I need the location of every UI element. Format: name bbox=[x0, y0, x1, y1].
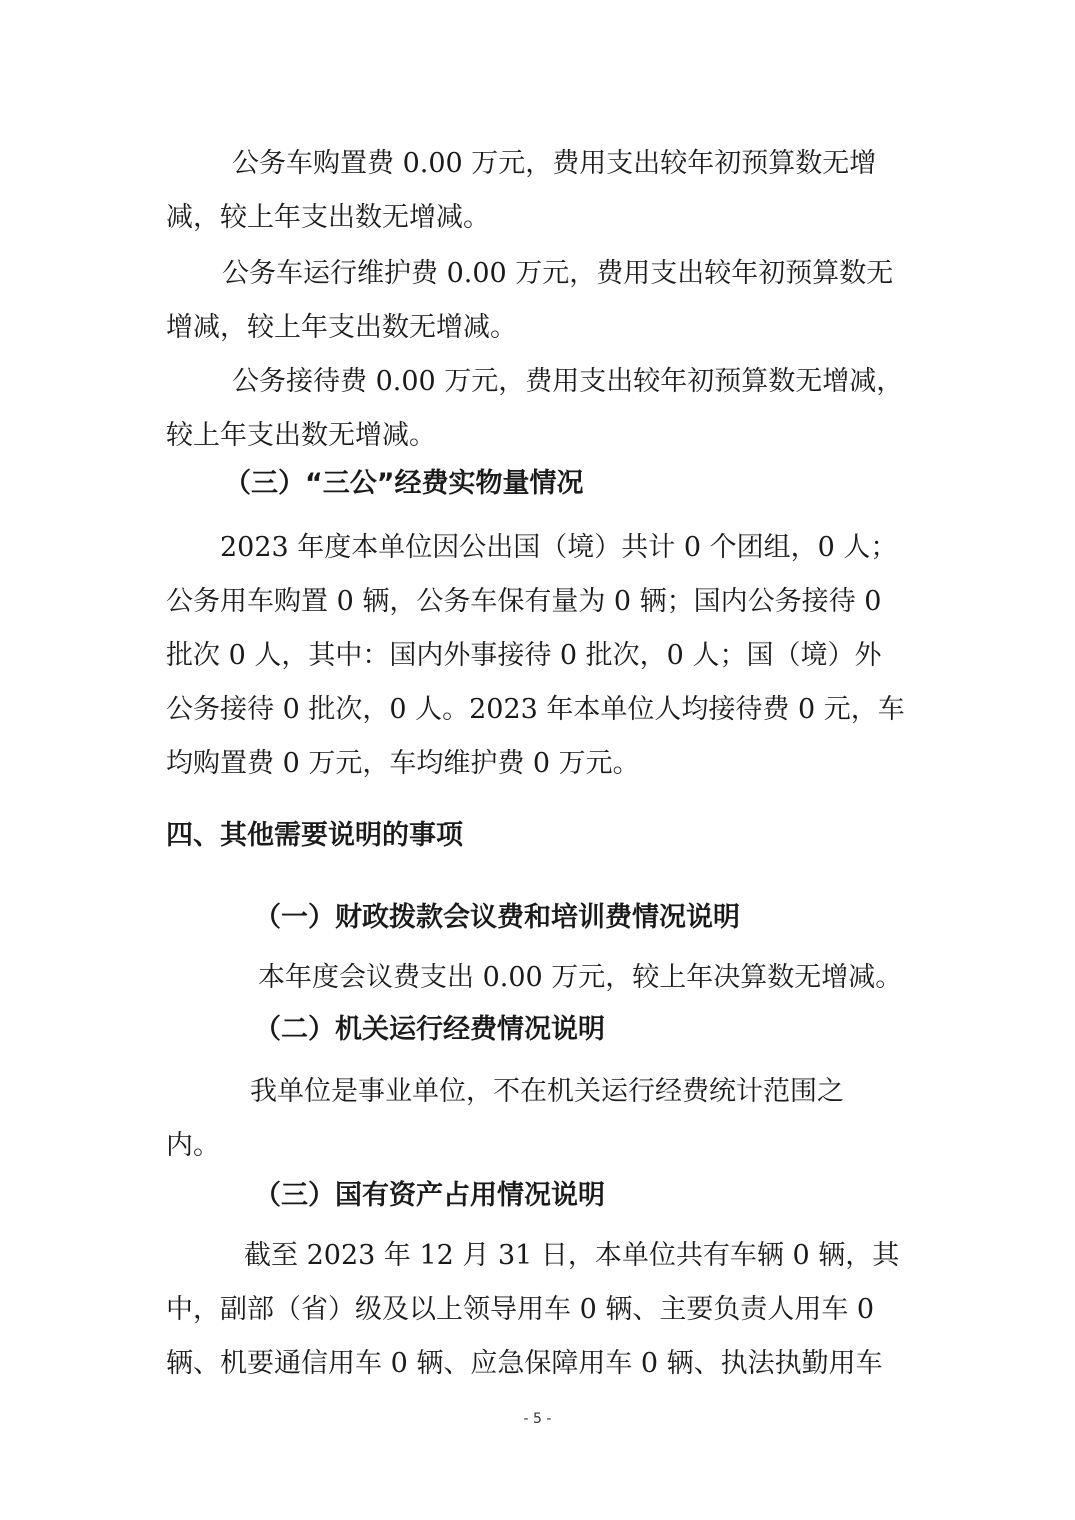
paragraph-assets-line-3: 辆、机要通信用车 0 辆、应急保障用车 0 辆、执法执勤用车 bbox=[166, 1348, 883, 1379]
section-four-heading: 四、其他需要说明的事项 bbox=[166, 820, 463, 851]
heading-meeting-training: （一）财政拨款会议费和培训费情况说明 bbox=[254, 902, 740, 933]
paragraph-car-purchase-line-1: 公务车购置费 0.00 万元，费用支出较年初预算数无增 bbox=[232, 148, 877, 179]
heading-physical-quantity: （三）“三公”经费实物量情况 bbox=[224, 468, 584, 499]
paragraph-car-maintenance-line-2: 增减，较上年支出数无增减。 bbox=[166, 312, 517, 343]
page-number: - 5 - bbox=[523, 1411, 552, 1427]
paragraph-car-maintenance-line-1: 公务车运行维护费 0.00 万元，费用支出较年初预算数无 bbox=[222, 258, 894, 289]
paragraph-operation-line-2: 内。 bbox=[166, 1130, 220, 1161]
paragraph-physical-line-2: 公务用车购置 0 辆，公务车保有量为 0 辆；国内公务接待 0 bbox=[166, 586, 882, 617]
paragraph-assets-line-2: 中，副部（省）级及以上领导用车 0 辆、主要负责人用车 0 bbox=[166, 1294, 875, 1325]
paragraph-meeting-line-1: 本年度会议费支出 0.00 万元，较上年决算数无增减。 bbox=[258, 962, 903, 993]
paragraph-car-purchase-line-2: 减，较上年支出数无增减。 bbox=[166, 202, 490, 233]
paragraph-reception-line-1: 公务接待费 0.00 万元，费用支出较年初预算数无增减， bbox=[232, 366, 904, 397]
paragraph-reception-line-2: 较上年支出数无增减。 bbox=[166, 420, 436, 451]
paragraph-physical-line-3: 批次 0 人，其中：国内外事接待 0 批次，0 人；国（境）外 bbox=[166, 640, 882, 671]
paragraph-assets-line-1: 截至 2023 年 12 月 31 日，本单位共有车辆 0 辆，其 bbox=[244, 1240, 900, 1271]
paragraph-operation-line-1: 我单位是事业单位，不在机关运行经费统计范围之 bbox=[250, 1076, 844, 1107]
heading-operation-cost: （二）机关运行经费情况说明 bbox=[254, 1014, 605, 1045]
paragraph-physical-line-1: 2023 年度本单位因公出国（境）共计 0 个团组，0 人； bbox=[220, 532, 898, 563]
paragraph-physical-line-5: 均购置费 0 万元，车均维护费 0 万元。 bbox=[166, 748, 640, 779]
paragraph-physical-line-4: 公务接待 0 批次，0 人。2023 年本单位人均接待费 0 元，车 bbox=[166, 694, 905, 725]
heading-state-assets: （三）国有资产占用情况说明 bbox=[254, 1180, 605, 1211]
